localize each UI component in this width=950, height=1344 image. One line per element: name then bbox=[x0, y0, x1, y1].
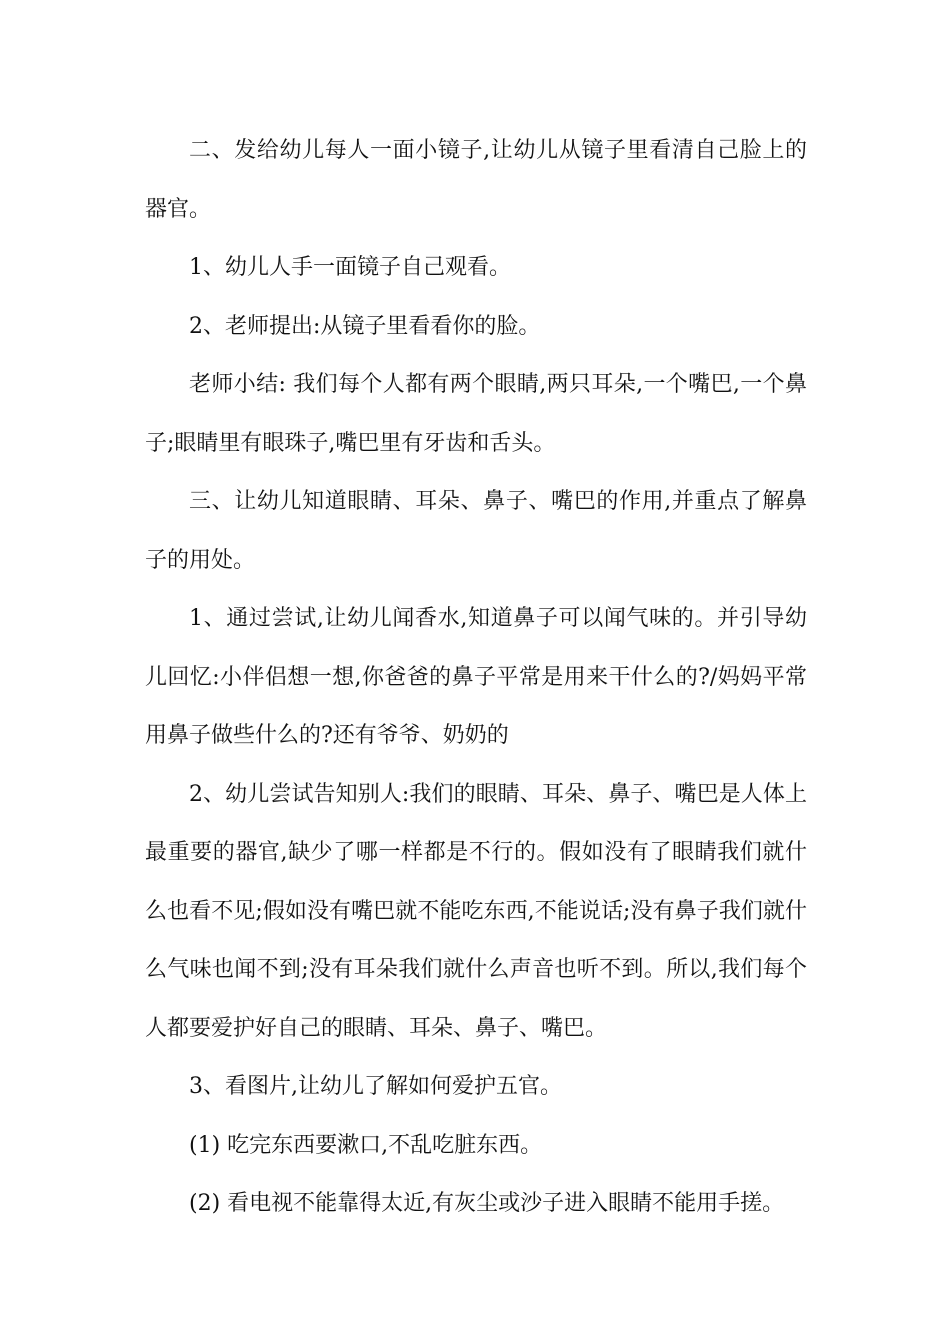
paragraph-step-2-importance: 2、幼儿尝试告知别人:我们的眼睛、耳朵、鼻子、嘴巴是人体上最重要的器官,缺少了哪一样都是不行的。假如没有了眼睛我们就什么也看不见;假如没有嘴巴就不能吃东西,不能说话;没有鼻子我们就什么气味也闻不到;没有耳朵我们就什么声音也听不到。所以,我们每个人都要爱护好自己的眼睛、耳朵、鼻子、嘴巴。 bbox=[145, 781, 807, 1041]
paragraph-step-3-pictures: 3、看图片,让幼儿了解如何爱护五官。 bbox=[189, 1074, 562, 1099]
paragraph-item-2-eyes: (2) 看电视不能靠得太近,有灰尘或沙子进入眼睛不能用手搓。 bbox=[189, 1191, 785, 1216]
paragraph-section-two-mirror: 二、发给幼儿每人一面小镜子,让幼儿从镜子里看清自己脸上的器官。 bbox=[145, 138, 807, 222]
paragraph-teacher-summary: 老师小结: 我们每个人都有两个眼睛,两只耳朵,一个嘴巴,一个鼻子;眼睛里有眼珠子,嘴巴里有牙齿和舌头。 bbox=[145, 372, 807, 456]
paragraph-step-1-observe: 1、幼儿人手一面镜子自己观看。 bbox=[189, 255, 511, 280]
paragraph-item-1-mouth: (1) 吃完东西要漱口,不乱吃脏东西。 bbox=[189, 1132, 543, 1158]
paragraph-step-1-smell: 1、通过尝试,让幼儿闻香水,知道鼻子可以闻气味的。并引导幼儿回忆:小伴侣想一想,你爸爸的鼻子平常是用来干什么的?/妈妈平常用鼻子做些什么的?还有爷爷、奶奶的 bbox=[145, 606, 807, 748]
paragraph-step-2-teacher-asks: 2、老师提出:从镜子里看看你的脸。 bbox=[189, 313, 541, 339]
paragraph-section-three-functions: 三、让幼儿知道眼睛、耳朵、鼻子、嘴巴的作用,并重点了解鼻子的用处。 bbox=[145, 489, 807, 573]
document-page bbox=[145, 122, 807, 1234]
